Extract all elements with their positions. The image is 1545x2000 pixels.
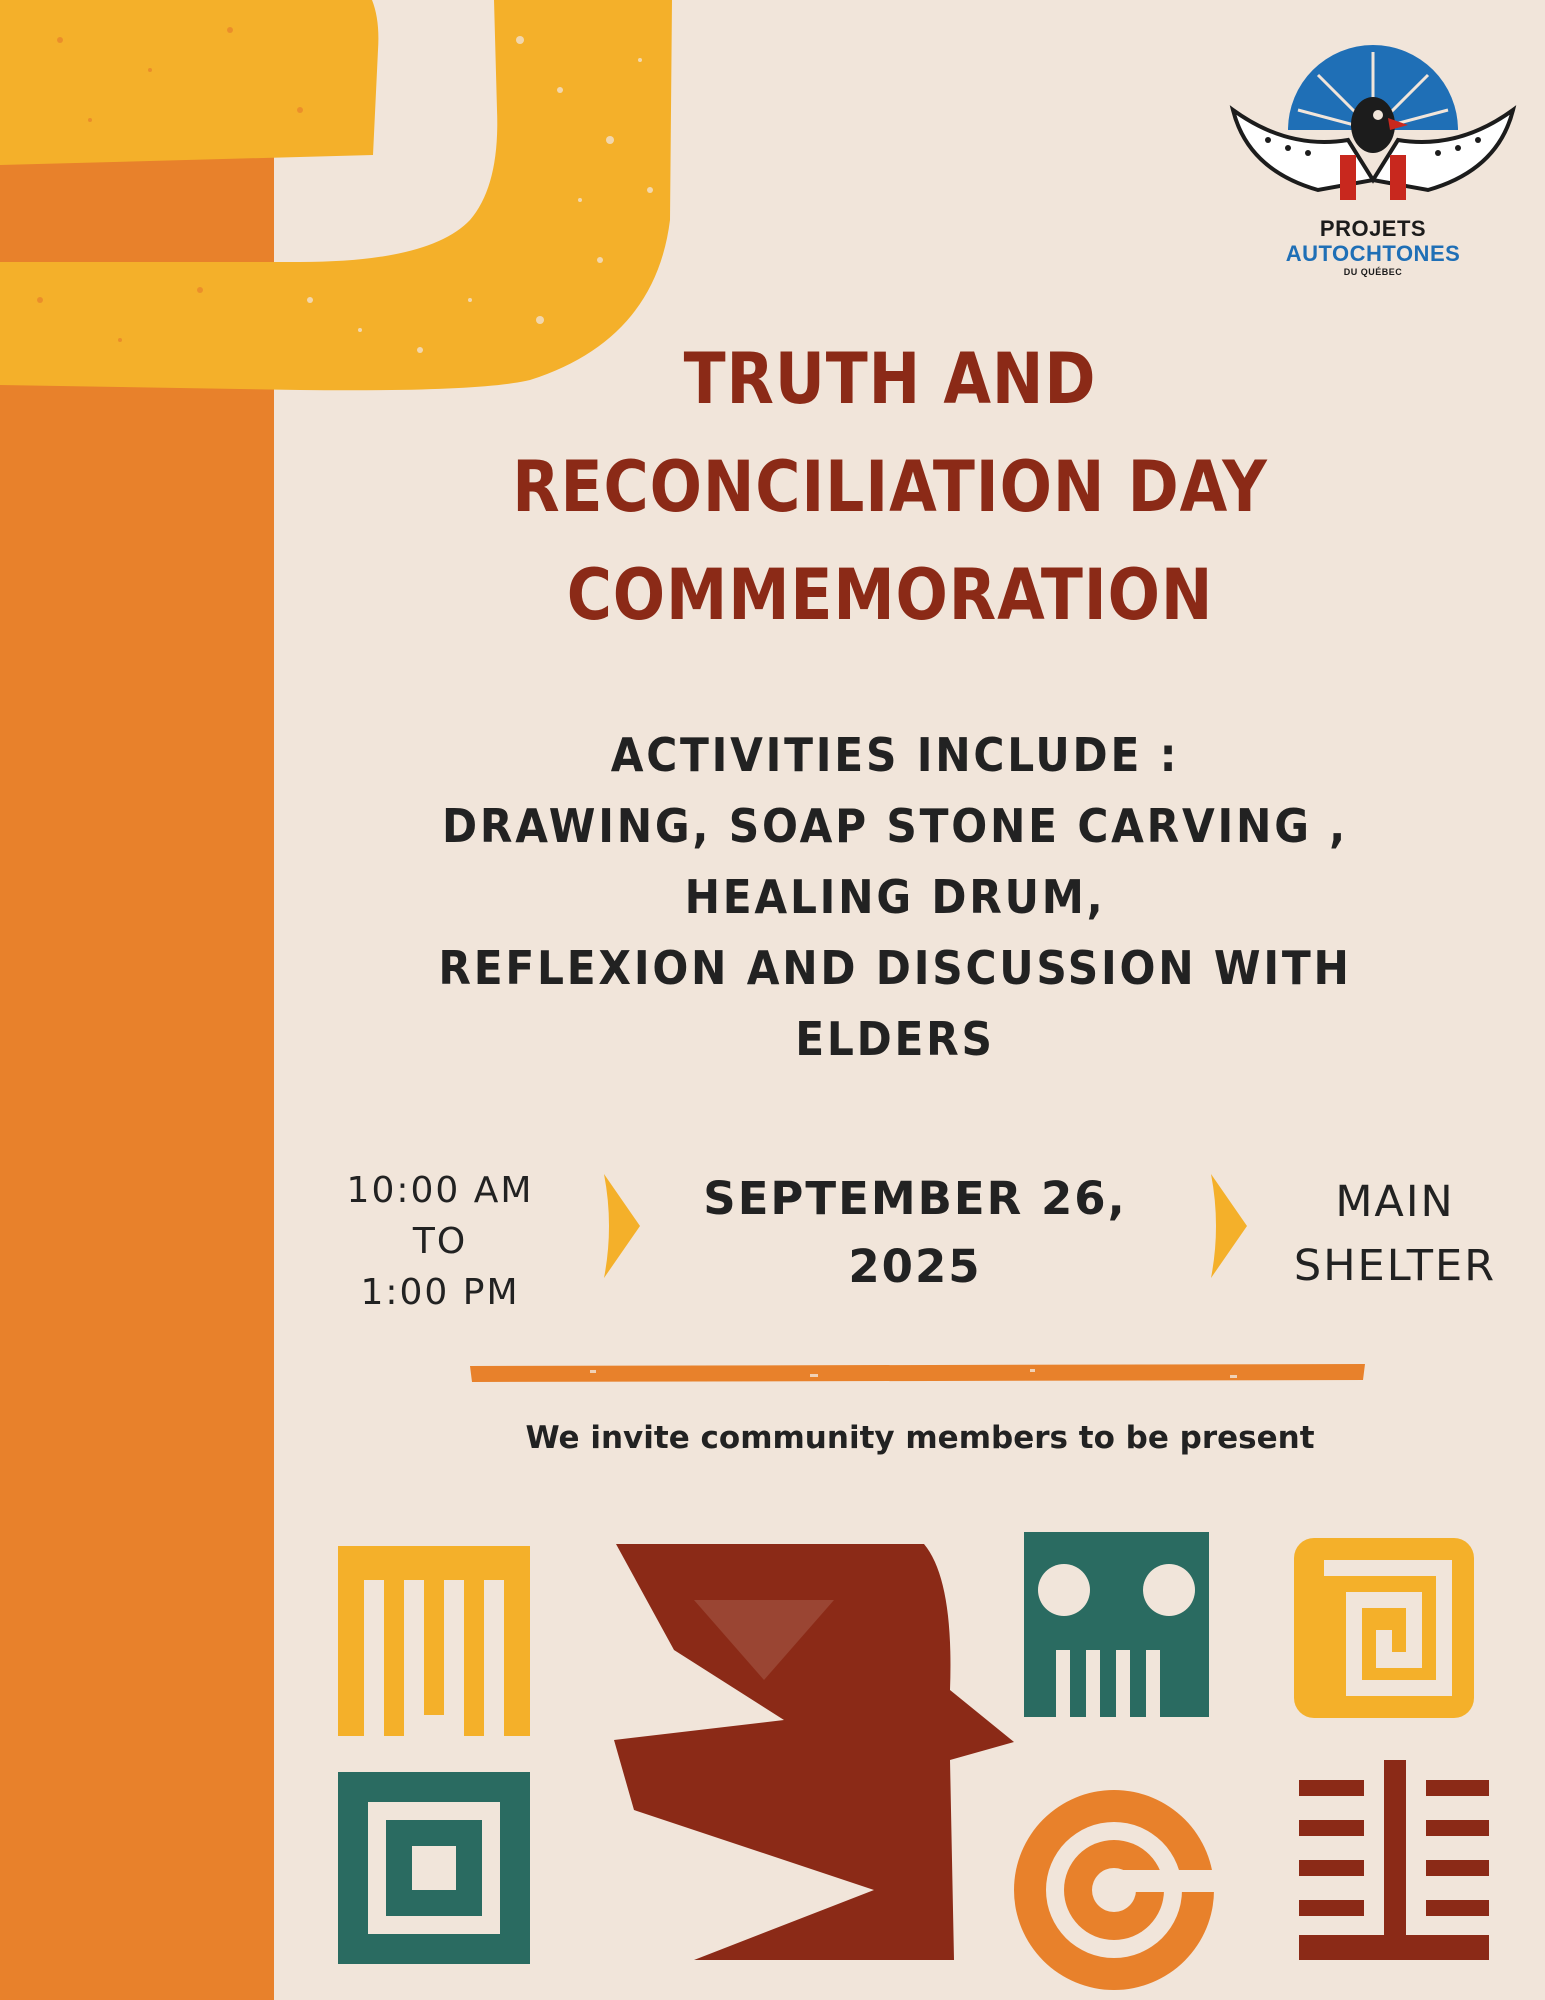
activities-line-2: DRAWING, SOAP STONE CARVING , (441, 799, 1349, 853)
title-line-2: RECONCILIATION DAY (512, 446, 1268, 528)
zigzag-motif-icon (338, 1546, 530, 1736)
activities-line-4: REFLEXION AND DISCUSSION WITH (438, 941, 1352, 995)
decorative-motifs (274, 1520, 1545, 2000)
time-start: 10:00 AM (346, 1170, 534, 1211)
venue-line-2: SHELTER (1293, 1241, 1497, 1291)
date-line-1: SEPTEMBER 26, (703, 1172, 1127, 1225)
activities-line-5: ELDERS (795, 1012, 995, 1066)
face-motif-icon (1024, 1532, 1209, 1717)
divider-line (470, 1364, 1365, 1382)
venue-line-1: MAIN (1335, 1177, 1455, 1227)
activities-block (340, 720, 1450, 1075)
logo-text-du-quebec: DU QUÉBEC (1343, 267, 1403, 278)
triangle-arrow-icon (602, 1172, 642, 1280)
activities-heading: ACTIVITIES INCLUDE : (610, 728, 1180, 782)
logo-text-projets: PROJETS (1319, 216, 1427, 241)
date-line-2: 2025 (848, 1240, 982, 1293)
time-to: TO (412, 1221, 468, 1262)
spiral-square-motif-icon (1294, 1538, 1474, 1718)
invitation-text: We invite community members to be present (525, 1420, 1315, 1456)
event-venue (1270, 1170, 1520, 1298)
activities-line-3: HEALING DRUM, (684, 870, 1106, 924)
title-line-3: COMMEMORATION (566, 554, 1214, 636)
time-end: 1:00 PM (360, 1272, 520, 1313)
comb-motif-icon (1299, 1760, 1489, 1960)
round-spiral-motif-icon (1014, 1790, 1214, 1990)
page-title (380, 325, 1400, 649)
organization-logo (1228, 30, 1518, 300)
logo-text-autochtones: AUTOCHTONES (1285, 241, 1461, 266)
event-date (660, 1165, 1170, 1301)
triangle-arrow-icon (1209, 1172, 1249, 1280)
event-time (330, 1165, 550, 1318)
square-spiral-motif-icon (338, 1772, 530, 1964)
eagle-logo-icon (1228, 30, 1518, 210)
title-line-1: TRUTH AND (683, 338, 1097, 420)
bird-motif-icon (614, 1544, 1014, 1960)
